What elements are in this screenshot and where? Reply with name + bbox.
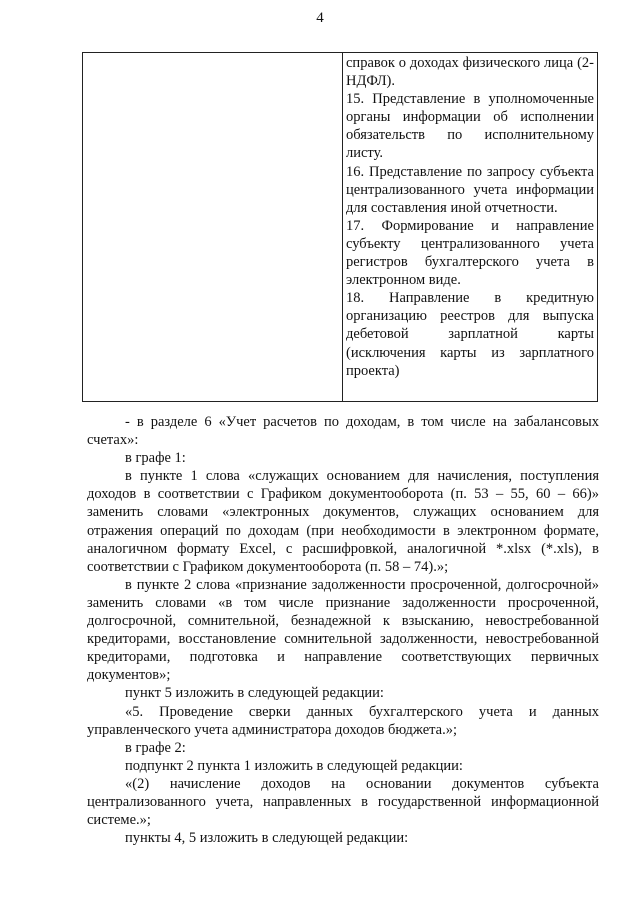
subitem-2-text: «(2) начисление доходов на основании документов субъекта централизованного учета, направленных в государственной информационной системе.»; [87,775,599,829]
section-6-intro: - в разделе 6 «Учет расчетов по доходам, в том числе на забалансовых счетах»: [87,414,599,449]
column-2-heading: в графе 2: [125,739,186,756]
table-right-cell [346,54,594,380]
column-1-heading: в графе 1: [125,450,186,467]
item-2-amendment: в пункте 2 слова «признание задолженности просроченной, долгосрочной» заменить словами «в том числе признание задолженности просроченной, долгосрочной, сомнительной, безнадежной к взысканию, невостребованной кредиторами, восстановление сомнительной задолженности, невостребованной кредиторами, подготовка и направление соответствующих первичных документов»; [87,576,599,684]
item-5-intro: пункт 5 изложить в следующей редакции: [125,685,384,702]
table-item-17: 17. Формирование и направление субъекту централизованного учета регистров бухгалтерского учета в электронном виде. [346,217,594,289]
item-1-amendment: в пункте 1 слова «служащих основанием для начисления, поступления доходов в соответствии с Графиком документооборота (п. 53 – 55, 60 – 66)» заменить словами «электронных документов, служащих основанием для отражения операций по доходам (при необходимости в электронном формате, аналогичном формату Excel, с расшифровкой, аналогичной *.xlsx (*.xls), в соответствии с Графиком документооборота (п. 58 – 74).»; [87,468,599,575]
continuation-table [82,52,598,402]
table-item-14-end: справок о доходах физического лица (2-НДФЛ). [346,55,594,90]
table-item-18: 18. Направление в кредитную организацию реестров для выпуска дебетовой зарплатной карты (исключения карты из зарплатного проекта) [346,290,594,379]
column-divider [342,53,343,401]
table-item-16: 16. Представление по запросу субъекта централизованного учета информации для составления иной отчетности. [346,163,594,216]
subitem-2-intro: подпункт 2 пункта 1 изложить в следующей редакции: [125,757,463,774]
item-5-text: «5. Проведение сверки данных бухгалтерского учета и данных управленческого учета администратора доходов бюджета.»; [87,703,599,738]
items-4-5-intro: пункты 4, 5 изложить в следующей редакции: [125,830,409,847]
table-item-15: 15. Представление в уполномоченные органы информации об исполнении обязательств по исполнительному листу. [346,91,594,162]
document-body [87,413,599,847]
page-number: 4 [316,10,324,26]
